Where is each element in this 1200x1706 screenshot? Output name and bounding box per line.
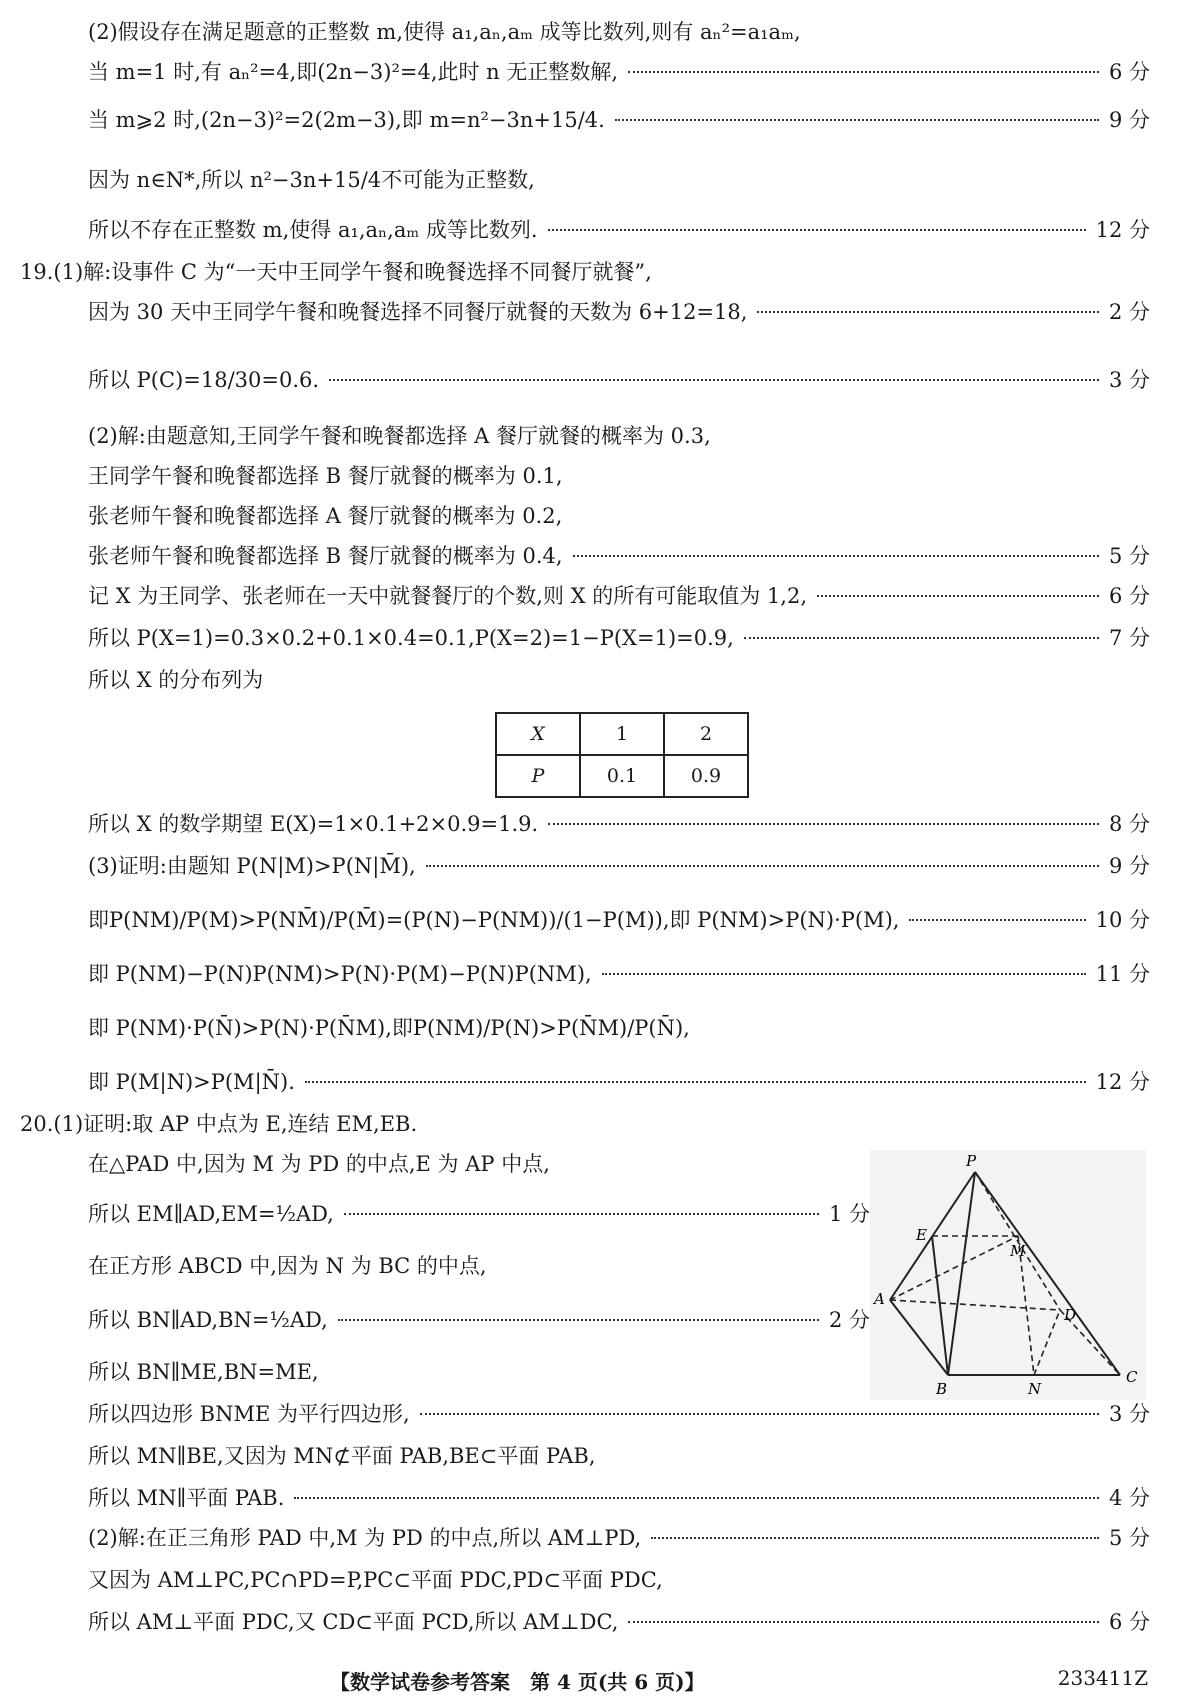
dot-leader (573, 555, 1099, 557)
line-text: 在正方形 ABCD 中,因为 N 为 BC 的中点, (88, 1254, 487, 1278)
line-text: 所以四边形 BNME 为平行四边形, (88, 1402, 410, 1426)
line-text: 即 P(NM)−P(N)P(NM)>P(N)·P(M)−P(N)P(NM), (88, 962, 592, 986)
line-2 (88, 104, 1150, 138)
line-20 (88, 1066, 1150, 1100)
dot-leader (744, 637, 1099, 639)
dot-leader (602, 973, 1086, 975)
dot-leader (909, 919, 1085, 921)
line-text: 所以 MN∥平面 PAB. (88, 1486, 285, 1510)
line-7 (88, 364, 1150, 398)
page-footer (0, 1666, 1200, 1696)
dot-leader (420, 1413, 1099, 1415)
dot-leader (344, 1213, 819, 1215)
line-3 (88, 164, 1150, 198)
dot-leader (628, 71, 1099, 73)
table-cell: 2 (664, 713, 748, 755)
table-row (496, 755, 748, 797)
table-cell: X (496, 713, 580, 755)
line-16 (88, 850, 1150, 884)
dot-leader (615, 119, 1099, 121)
line-text: 记 X 为王同学、张老师在一天中就餐餐厅的个数,则 X 的所有可能取值为 1,2, (88, 584, 808, 608)
dot-leader (817, 595, 1099, 597)
label-M: M (1010, 1242, 1026, 1260)
line-text: 即 P(NM)·P(N̄)>P(N)·P(N̄M),即P(NM)/P(N)>P(N̄M)/P(N̄), (88, 1016, 690, 1040)
dot-leader (426, 865, 1099, 867)
line-19 (88, 1012, 1150, 1046)
dot-leader (548, 229, 1086, 231)
dot-leader (338, 1319, 819, 1321)
line-32 (88, 1606, 1150, 1640)
dot-leader (305, 1081, 1086, 1083)
score: 5 分 (1108, 544, 1150, 568)
line-text: 张老师午餐和晚餐都选择 A 餐厅就餐的概率为 0.2, (88, 504, 563, 528)
line-30 (88, 1522, 1150, 1556)
line-text: 所以 AM⊥平面 PDC,又 CD⊂平面 PCD,所以 AM⊥DC, (88, 1610, 619, 1634)
line-17 (88, 904, 1150, 938)
line-text: 所以 P(C)=18/30=0.6. (88, 368, 320, 392)
score: 1 分 (828, 1202, 870, 1226)
score: 9 分 (1108, 854, 1150, 878)
label-B: B (936, 1380, 948, 1398)
score: 4 分 (1108, 1486, 1150, 1510)
score: 11 分 (1095, 962, 1150, 986)
score: 6 分 (1108, 1610, 1150, 1634)
line-text: 所以 EM∥AD,EM=½AD, (88, 1202, 334, 1226)
table-cell: 0.9 (664, 755, 748, 797)
line-text: (2)假设存在满足题意的正整数 m,使得 a₁,aₙ,aₘ 成等比数列,则有 aₙ²=a₁aₘ, (88, 20, 801, 44)
line-5 (20, 256, 1150, 290)
score: 12 分 (1095, 1070, 1150, 1094)
table-cell: P (496, 755, 580, 797)
line-text: 所以 MN∥BE,又因为 MN⊄平面 PAB,BE⊂平面 PAB, (88, 1444, 596, 1468)
line-21 (20, 1108, 1150, 1142)
score: 10 分 (1095, 908, 1150, 932)
line-11 (88, 540, 1150, 574)
line-text: (2)解:由题意知,王同学午餐和晚餐都选择 A 餐厅就餐的概率为 0.3, (88, 424, 711, 448)
line-text: 当 m=1 时,有 aₙ²=4,即(2n−3)²=4,此时 n 无正整数解, (88, 60, 619, 84)
line-9 (88, 460, 1150, 494)
score: 8 分 (1108, 812, 1150, 836)
dot-leader (651, 1537, 1099, 1539)
line-text: 即P(NM)/P(M)>P(NM̄)/P(M̄)=(P(N)−P(NM))/(1−P(M)),即 P(NM)>P(N)·P(M), (88, 908, 900, 932)
line-text: (3)证明:由题知 P(N|M)>P(N|M̄), (88, 854, 416, 878)
line-text: 19.(1)解:设事件 C 为“一天中王同学午餐和晚餐选择不同餐厅就餐”, (20, 260, 652, 284)
label-D: D (1064, 1306, 1077, 1324)
score: 6 分 (1108, 584, 1150, 608)
line-15 (88, 808, 1150, 842)
line-18 (88, 958, 1150, 992)
line-text: 因为 30 天中王同学午餐和晚餐选择不同餐厅就餐的天数为 6+12=18, (88, 300, 748, 324)
line-text: 张老师午餐和晚餐都选择 B 餐厅就餐的概率为 0.4, (88, 544, 563, 568)
score: 2 分 (828, 1308, 870, 1332)
dot-leader (329, 379, 1099, 381)
line-26 (88, 1356, 870, 1390)
label-C: C (1126, 1368, 1138, 1386)
line-text: 所以 X 的数学期望 E(X)=1×0.1+2×0.9=1.9. (88, 812, 539, 836)
line-text: 所以 X 的分布列为 (88, 668, 264, 692)
table-cell: 1 (580, 713, 664, 755)
line-24 (88, 1250, 870, 1284)
line-text: 所以 BN∥ME,BN=ME, (88, 1360, 319, 1384)
line-text: 又因为 AM⊥PC,PC∩PD=P,PC⊂平面 PDC,PD⊂平面 PDC, (88, 1568, 663, 1592)
line-8 (88, 420, 1150, 454)
dot-leader (548, 823, 1099, 825)
line-text: 所以不存在正整数 m,使得 a₁,aₙ,aₘ 成等比数列. (88, 218, 538, 242)
score: 7 分 (1108, 626, 1150, 650)
score: 9 分 (1108, 108, 1150, 132)
line-13 (88, 622, 1150, 656)
table-row (496, 713, 748, 755)
line-28 (88, 1440, 1150, 1474)
line-text: 20.(1)证明:取 AP 中点为 E,连结 EM,EB. (20, 1112, 418, 1136)
line-23 (88, 1198, 870, 1232)
score: 2 分 (1108, 300, 1150, 324)
line-4 (88, 214, 1150, 248)
score: 3 分 (1108, 1402, 1150, 1426)
footer-title: 【数学试卷参考答案 第 4 页(共 6 页)】 (330, 1670, 705, 1694)
distribution-table (495, 712, 749, 798)
label-P: P (966, 1152, 977, 1170)
dot-leader (294, 1497, 1099, 1499)
line-text: 所以 P(X=1)=0.3×0.2+0.1×0.4=0.1,P(X=2)=1−P(X=1)=0.9, (88, 626, 734, 650)
score: 12 分 (1095, 218, 1150, 242)
line-31 (88, 1564, 1150, 1598)
label-A: A (874, 1290, 885, 1308)
score: 5 分 (1108, 1526, 1150, 1550)
dot-leader (757, 311, 1099, 313)
line-29 (88, 1482, 1150, 1516)
line-text: 在△PAD 中,因为 M 为 PD 的中点,E 为 AP 中点, (88, 1152, 550, 1176)
line-6 (88, 296, 1150, 330)
line-0 (88, 16, 1150, 50)
line-text: 即 P(M|N)>P(M|N̄). (88, 1070, 295, 1094)
line-25 (88, 1304, 870, 1338)
label-N: N (1028, 1380, 1042, 1398)
line-text: 王同学午餐和晚餐都选择 B 餐厅就餐的概率为 0.1, (88, 464, 563, 488)
line-text: 所以 BN∥AD,BN=½AD, (88, 1308, 328, 1332)
figure-background (870, 1150, 1146, 1400)
line-27 (88, 1398, 1150, 1432)
line-text: 当 m⩾2 时,(2n−3)²=2(2m−3),即 m=n²−3n+15/4. (88, 108, 605, 132)
score: 3 分 (1108, 368, 1150, 392)
label-E: E (916, 1226, 927, 1244)
line-10 (88, 500, 1150, 534)
table-cell: 0.1 (580, 755, 664, 797)
score: 6 分 (1108, 60, 1150, 84)
footer-code: 233411Z (1057, 1666, 1148, 1690)
line-1 (88, 56, 1150, 90)
line-12 (88, 580, 1150, 614)
line-text: (2)解:在正三角形 PAD 中,M 为 PD 的中点,所以 AM⊥PD, (88, 1526, 642, 1550)
dot-leader (628, 1621, 1098, 1623)
pyramid-figure (870, 1150, 1146, 1400)
line-14 (88, 664, 1150, 698)
line-text: 因为 n∈N*,所以 n²−3n+15/4不可能为正整数, (88, 168, 535, 192)
